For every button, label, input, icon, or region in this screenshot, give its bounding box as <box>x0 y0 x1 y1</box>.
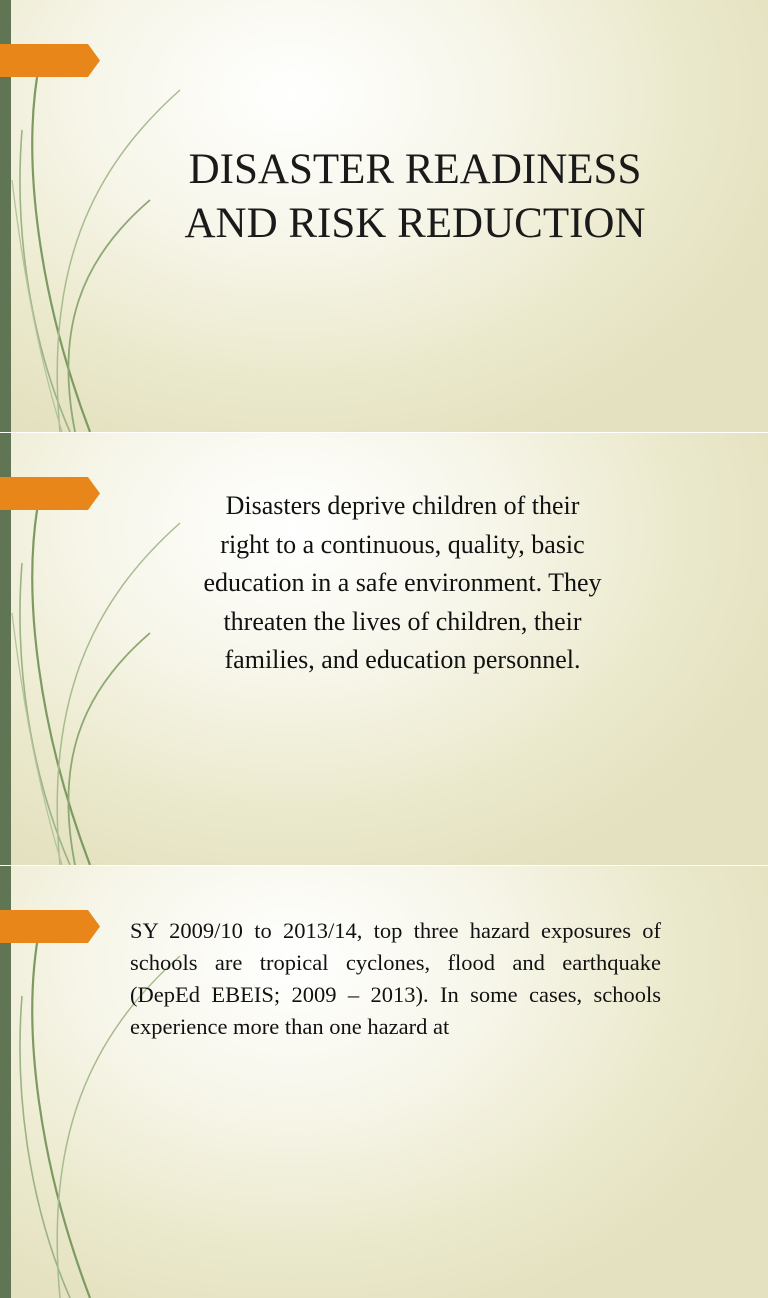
slide-body-text: Disasters deprive children of their right to a continuous, quality, basic education in a safe environment. They threaten the lives of children, their families, and education personnel. <box>203 491 602 674</box>
slide-3 <box>0 866 768 1298</box>
title-line-1: DISASTER READINESS <box>188 146 642 193</box>
arrow-pointer-icon <box>0 477 100 510</box>
slide-1 <box>0 0 768 432</box>
slide-body-paragraph: SY 2009/10 to 2013/14, top three hazard exposures of schools are tropical cyclones, flood and earthquake (DepEd EBEIS; 2009 – 2013). In some cases, schools experience more than one hazard at <box>130 918 661 1039</box>
slide-title <box>130 143 700 251</box>
arrow-pointer-icon <box>0 44 100 77</box>
arrow-pointer-icon <box>0 910 100 943</box>
title-line-2: AND RISK REDUCTION <box>184 200 646 247</box>
slide-2 <box>0 433 768 865</box>
